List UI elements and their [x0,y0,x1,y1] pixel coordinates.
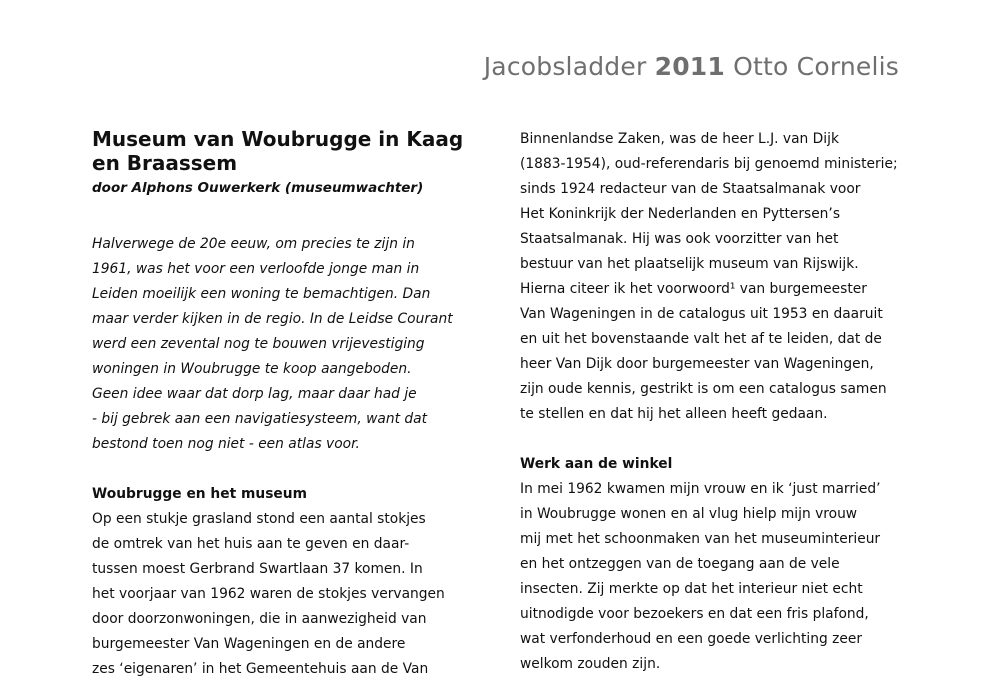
text-line: Op een stukje grasland stond een aantal stokjes [92,511,426,527]
text-line: en het ontzeggen van de toegang aan de vele [520,556,840,572]
text-line: heer Van Dijk door burgemeester van Wageningen, [520,356,874,372]
header-author: Otto Cornelis [733,52,899,81]
text-line: Binnenlandse Zaken, was de heer L.J. van Dijk [520,131,839,147]
text-line: Halverwege de 20e eeuw, om precies te zijn in [92,236,415,252]
text-line: zes ‘eigenaren’ in het Gemeentehuis aan de Van [92,661,429,677]
text-line: tussen moest Gerbrand Swartlaan 37 komen. In [92,561,423,577]
text-line: de omtrek van het huis aan te geven en daar- [92,536,410,552]
text-line: maar verder kijken in de regio. In de Leidse Courant [92,311,453,327]
article-byline: door Alphons Ouwerkerk (museumwachter) [92,180,424,196]
text-line: in Woubrugge wonen en al vlug hielp mijn vrouw [520,506,858,522]
text-line: uitnodigde voor bezoekers en dat een fris plafond, [520,606,869,622]
page-header [484,52,899,81]
left-column [92,127,477,682]
text-line: Hierna citeer ik het voorwoord¹ van burgemeester [520,281,867,297]
text-line: Het Koninkrijk der Nederlanden en Pyttersen’s [520,206,841,222]
section-heading: Werk aan de winkel [520,456,673,472]
text-line: mij met het schoonmaken van het museuminterieur [520,531,881,547]
section-werk-aan-de-winkel [520,452,910,677]
text-line: sinds 1924 redacteur van de Staatsalmanak voor [520,181,861,197]
text-line: burgemeester Van Wageningen en de andere [92,636,406,652]
article-title-line: Museum van Woubrugge in Kaag [92,127,464,151]
section-woubrugge-museum [92,482,477,682]
text-line: welkom zouden zijn. [520,656,661,672]
text-line: In mei 1962 kwamen mijn vrouw en ik ‘just married’ [520,481,881,497]
continued-paragraph [520,127,910,427]
text-line: het voorjaar van 1962 waren de stokjes vervangen [92,586,445,602]
header-year: 2011 [654,52,725,81]
text-line: zijn oude kennis, gestrikt is om een catalogus samen [520,381,887,397]
text-line: Staatsalmanak. Hij was ook voorzitter van het [520,231,839,247]
text-line: Leiden moeilijk een woning te bemachtigen. Dan [92,286,431,302]
article-title-line: en Braassem [92,151,238,175]
text-line: Geen idee waar dat dorp lag, maar daar had je [92,386,417,402]
section-heading: Woubrugge en het museum [92,486,307,502]
text-line: woningen in Woubrugge te koop aangeboden. [92,361,412,377]
text-line: bestond toen nog niet - een atlas voor. [92,436,360,452]
text-line: - bij gebrek aan een navigatiesysteem, want dat [92,411,428,427]
text-line: insecten. Zij merkte op dat het interieur niet echt [520,581,863,597]
text-line: 1961, was het voor een verloofde jonge man in [92,261,420,277]
intro-paragraph [92,232,477,457]
text-line: (1883-1954), oud-referendaris bij genoemd ministerie; [520,156,898,172]
header-publication: Jacobsladder [483,52,647,81]
text-line: door doorzonwoningen, die in aanwezigheid van [92,611,427,627]
text-line: Van Wageningen in de catalogus uit 1953 en daaruit [520,306,883,322]
text-line: werd een zevental nog te bouwen vrijevestiging [92,336,425,352]
article-title [92,127,477,175]
text-line: te stellen en dat hij het alleen heeft gedaan. [520,406,828,422]
text-line: en uit het bovenstaande valt het af te leiden, dat de [520,331,882,347]
text-line: bestuur van het plaatselijk museum van Rijswijk. [520,256,859,272]
right-column [520,127,910,677]
text-line: wat verfonderhoud en een goede verlichting zeer [520,631,863,647]
